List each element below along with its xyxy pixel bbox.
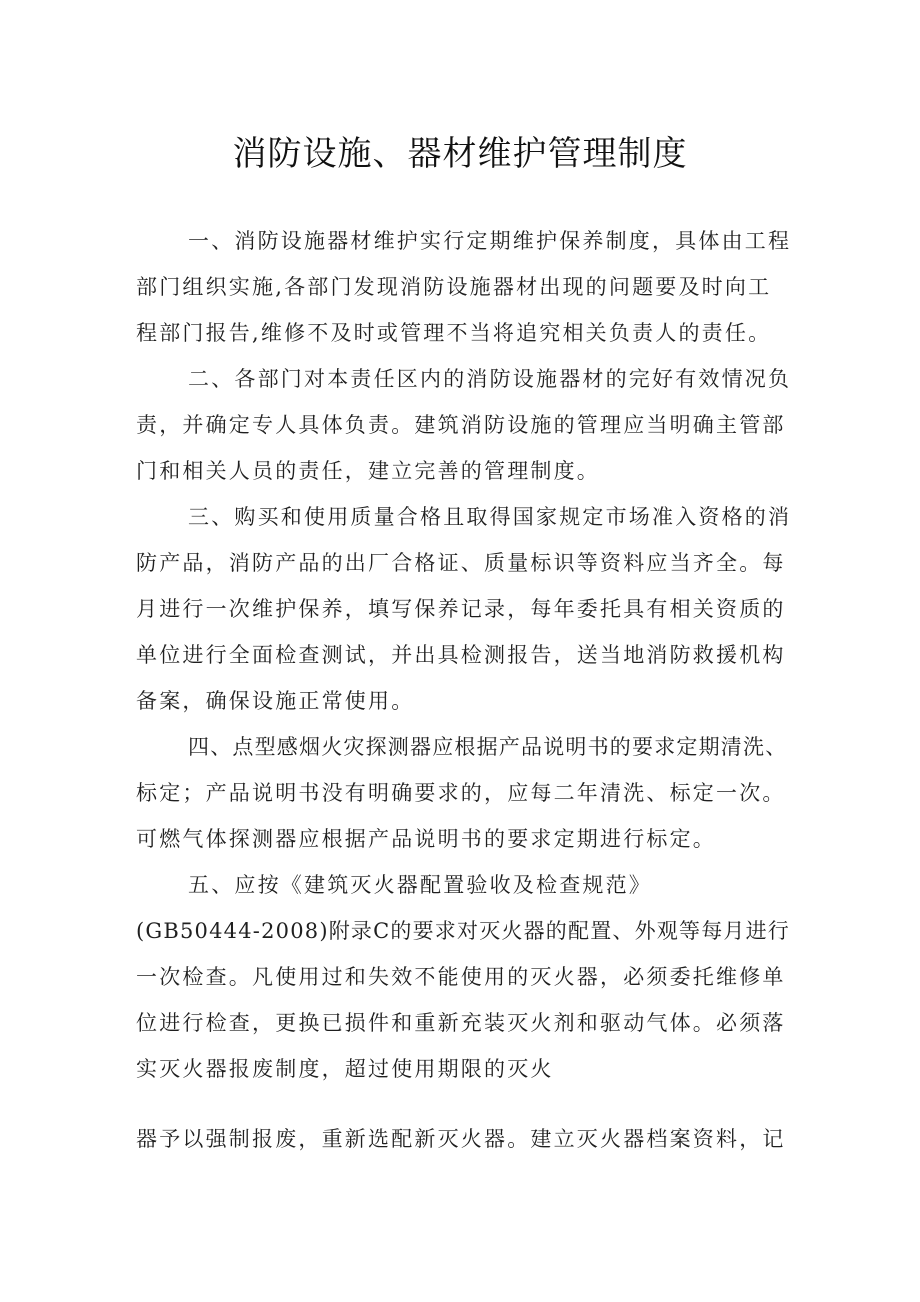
paragraph-5-line-2: (GB50444-2008)附录C的要求对灭火器的配置、外观等每月进行	[136, 919, 791, 943]
paragraph-1-line-1: 一、消防设施器材维护实行定期维护保养制度，具体由工程	[188, 229, 792, 253]
paragraph-5-line-4: 位进行检查，更换已损件和重新充装灭火剂和驱动气体。必须落	[136, 1011, 786, 1035]
paragraph-2-line-1: 二、各部门对本责任区内的消防设施器材的完好有效情况负	[188, 367, 792, 391]
paragraph-4-line-3: 可燃气体探测器应根据产品说明书的要求定期进行标定。	[136, 827, 716, 851]
paragraph-4-line-1: 四、点型感烟火灾探测器应根据产品说明书的要求定期清洗、	[188, 735, 788, 759]
paragraph-2-line-2: 责，并确定专人具体负责。建筑消防设施的管理应当明确主管部	[136, 413, 786, 437]
paragraph-5-line-3: 一次检查。凡使用过和失效不能使用的灭火器，必须委托维修单	[136, 965, 786, 989]
paragraph-3-line-3: 月进行一次维护保养，填写保养记录，每年委托具有相关资质的	[136, 597, 786, 621]
paragraph-3-line-5: 备案，确保设施正常使用。	[136, 689, 415, 713]
paragraph-1-line-3: 程部门报告,维修不及时或管理不当将追究相关负责人的责任。	[136, 321, 772, 345]
paragraph-3-line-1: 三、购买和使用质量合格且取得国家规定市场准入资格的消	[188, 505, 792, 529]
paragraph-5-line-5: 实灭火器报废制度，超过使用期限的灭火	[136, 1057, 554, 1081]
document-title: 消防设施、器材维护管理制度	[232, 134, 688, 174]
paragraph-5-line-6: 器予以强制报废，重新选配新灭火器。建立灭火器档案资料，记	[136, 1127, 786, 1151]
paragraph-2-line-3: 门和相关人员的责任，建立完善的管理制度。	[136, 459, 600, 483]
paragraph-5-line-1: 五、应按《建筑灭火器配置验收及检查规范》	[188, 873, 652, 897]
paragraph-3-line-2: 防产品，消防产品的出厂合格证、质量标识等资料应当齐全。每	[136, 551, 786, 575]
paragraph-1-line-2: 部门组织实施,各部门发现消防设施器材出现的问题要及时向工	[136, 275, 772, 299]
paragraph-4-line-2: 标定；产品说明书没有明确要求的，应每二年清洗、标定一次。	[136, 781, 786, 805]
paragraph-3-line-4: 单位进行全面检查测试，并出具检测报告，送当地消防救援机构	[136, 643, 786, 667]
